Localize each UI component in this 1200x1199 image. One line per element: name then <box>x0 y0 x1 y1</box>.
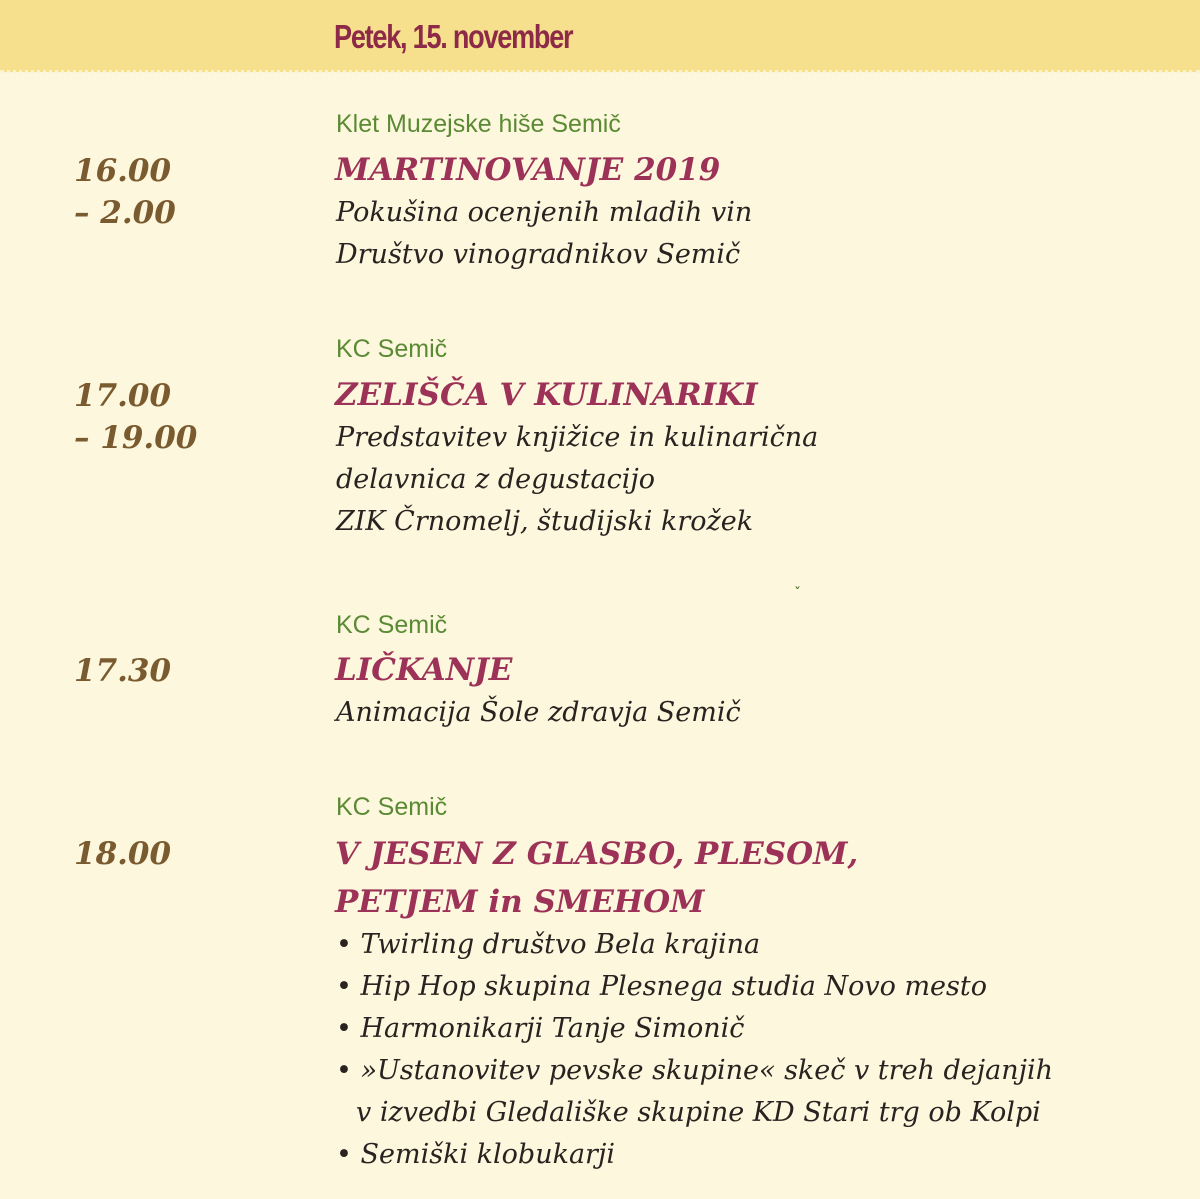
event-venue: Klet Muzejske hiše Semič <box>336 110 621 138</box>
event-title <box>335 646 512 694</box>
header-band <box>0 0 1200 72</box>
header-dotted-divider <box>0 70 1200 73</box>
event-time-start: 17.00 <box>74 378 172 414</box>
event-venue: KC Semič <box>336 335 448 363</box>
description-line: delavnica z degustacijo <box>336 464 656 495</box>
event-title-line: MARTINOVANJE 2019 <box>335 152 721 188</box>
event-time-start: 18.00 <box>74 836 172 872</box>
event-venue: KC Semič <box>336 793 448 821</box>
list-item: • Semiški klobukarji <box>336 1139 615 1170</box>
event-description <box>336 417 818 543</box>
event-time-start: 16.00 <box>74 153 172 189</box>
description-line: Predstavitev knjižice in kulinarična <box>336 422 819 453</box>
list-item: • Harmonikarji Tanje Simonič <box>336 1013 745 1044</box>
description-line: Pokušina ocenjenih mladih vin <box>336 197 753 228</box>
description-line: Društvo vinogradnikov Semič <box>336 239 741 270</box>
event-title-line: PETJEM in SMEHOM <box>335 884 705 920</box>
event-time-start: 17.30 <box>74 653 172 689</box>
description-line: ZIK Črnomelj, študijski krožek <box>336 506 754 537</box>
list-item: • Twirling društvo Bela krajina <box>336 929 761 960</box>
event-title-line: V JESEN Z GLASBO, PLESOM, <box>335 836 859 872</box>
list-item: • »Ustanovitev pevske skupine« skeč v treh dejanjih <box>336 1055 1054 1086</box>
description-line: Animacija Šole zdravja Semič <box>336 697 741 728</box>
event-description <box>336 192 752 276</box>
event-title <box>335 146 720 194</box>
event-description <box>336 692 741 734</box>
event-title <box>335 371 758 419</box>
event-title <box>335 830 858 926</box>
event-venue: KC Semič <box>336 611 448 639</box>
event-time <box>74 650 171 692</box>
event-title-line: ZELIŠČA V KULINARIKI <box>335 377 758 413</box>
event-time <box>74 375 197 459</box>
list-item: • Hip Hop skupina Plesnega studia Novo mesto <box>336 971 987 1002</box>
event-title-line: LIČKANJE <box>335 652 513 688</box>
stray-caron-mark: ˇ <box>794 586 801 602</box>
event-time <box>74 833 171 875</box>
day-title: Petek, 15. november <box>334 18 573 55</box>
performer-list <box>336 924 1053 1176</box>
event-time <box>74 150 176 234</box>
list-item-continuation: v izvedbi Gledališke skupine KD Stari trg ob Kolpi <box>356 1097 1041 1128</box>
event-time-end: – 19.00 <box>74 420 198 456</box>
event-time-end: – 2.00 <box>74 195 176 231</box>
